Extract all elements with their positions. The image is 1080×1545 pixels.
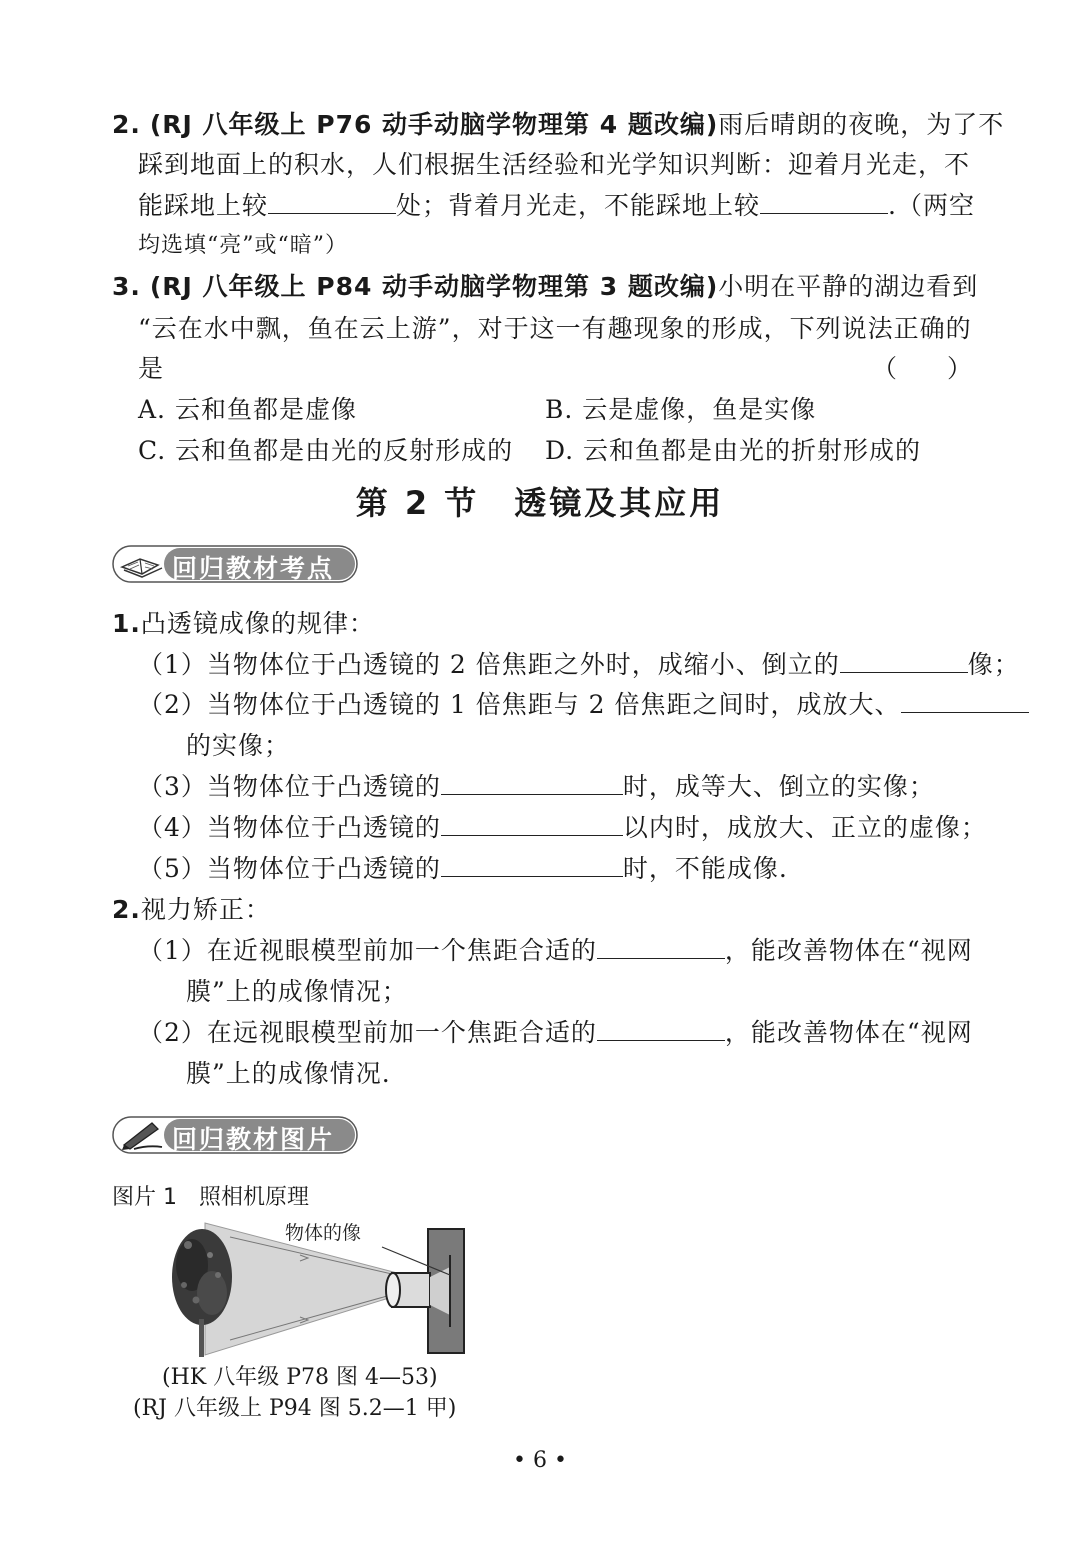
answer-blank[interactable] [268, 191, 396, 214]
kp1-item2-cont: 的实像； [186, 731, 291, 760]
image-label: 物体的像 [285, 1222, 362, 1244]
figure-title: 图片 1 照相机原理 [112, 1185, 309, 1210]
kp1-number: 1. [112, 609, 141, 638]
kp1-item2 [138, 688, 1029, 722]
kp1-item5-a: （5）当物体位于凸透镜的 [138, 854, 441, 883]
q2-line1 [112, 108, 1004, 142]
kp2-item2-cont: 膜”上的成像情况. [186, 1059, 391, 1088]
answer-blank[interactable] [441, 772, 623, 795]
kp1-item4-a: （4）当物体位于凸透镜的 [138, 813, 441, 842]
kp1-item5 [138, 852, 788, 886]
kp1-item3 [138, 770, 935, 804]
kp2-item1 [138, 934, 973, 968]
option-a[interactable]: A. 云和鱼都是虚像 [138, 395, 357, 424]
kp1-item2-a: （2）当物体位于凸透镜的 1 倍焦距与 2 倍焦距之间时，成放大、 [138, 690, 901, 719]
q3-line1 [112, 270, 978, 304]
q2-number: 2. [112, 110, 141, 139]
answer-blank[interactable] [597, 1018, 725, 1041]
camera-principle-figure [160, 1215, 480, 1365]
banner-label: 回归教材图片 [172, 1125, 335, 1154]
q2-line3-b: 处；背着月光走，不能踩地上较 [396, 191, 761, 220]
kp1-item4-b: 以内时，成放大、正立的虚像； [622, 813, 987, 842]
option-c[interactable]: C. 云和鱼都是由光的反射形成的 [138, 436, 514, 465]
kp2-item2-b: ，能改善物体在“视网 [724, 1018, 973, 1047]
q2-line1-text: 雨后晴朗的夜晚，为了不 [718, 110, 1005, 139]
kp1-title-text: 凸透镜成像的规律： [140, 609, 375, 638]
kp1-item5-b: 时，不能成像. [622, 854, 788, 883]
option-d[interactable]: D. 云和鱼都是由光的折射形成的 [545, 436, 922, 465]
kp2-number: 2. [112, 895, 141, 924]
kp2-item1-cont: 膜”上的成像情况； [186, 977, 408, 1006]
q3-line2: “云在水中飘，鱼在云上游”，对于这一有趣现象的形成，下列说法正确的 [138, 314, 972, 343]
camera-icon [386, 1229, 464, 1353]
answer-blank[interactable] [901, 690, 1029, 713]
q2-line3-a: 能踩地上较 [138, 191, 269, 220]
kp2-item1-b: ，能改善物体在“视网 [724, 936, 973, 965]
pen-icon [118, 1119, 166, 1151]
banner-textbook-figures [112, 1116, 358, 1154]
kp1-item1 [138, 648, 1020, 682]
answer-paren[interactable]: （ ） [872, 354, 973, 383]
banner-textbook-points [112, 545, 358, 583]
answer-blank[interactable] [760, 191, 888, 214]
kp1-item3-a: （3）当物体位于凸透镜的 [138, 772, 441, 801]
banner-label: 回归教材考点 [172, 554, 335, 583]
figure-caption-rj: (RJ 八年级上 P94 图 5.2—1 甲) [133, 1396, 457, 1421]
option-b[interactable]: B. 云是虚像，鱼是实像 [545, 395, 817, 424]
answer-blank[interactable] [840, 650, 968, 673]
kp2-item2-a: （2）在远视眼模型前加一个焦距合适的 [138, 1018, 597, 1047]
q2-line4: 均选填“亮”或“暗”） [138, 233, 348, 258]
q2-line2: 踩到地面上的积水，人们根据生活经验和光学知识判断：迎着月光走，不 [138, 150, 971, 179]
kp2-title-text: 视力矫正： [140, 895, 271, 924]
q3-source: (RJ 八年级上 P84 动手动脑学物理第 3 题改编) [149, 272, 719, 301]
book-icon [118, 549, 166, 579]
kp1-item4 [138, 811, 987, 845]
q3-line3: 是 [138, 354, 165, 383]
kp2-item1-a: （1）在近视眼模型前加一个焦距合适的 [138, 936, 597, 965]
answer-blank[interactable] [597, 936, 725, 959]
kp1-item3-b: 时，成等大、倒立的实像； [622, 772, 935, 801]
answer-blank[interactable] [441, 813, 623, 836]
kp1-title [112, 607, 375, 641]
q2-source: (RJ 八年级上 P76 动手动脑学物理第 4 题改编) [149, 110, 719, 139]
answer-blank[interactable] [441, 854, 623, 877]
section-title: 第 2 节 透镜及其应用 [355, 484, 725, 522]
q3-number: 3. [112, 272, 141, 301]
kp2-item2 [138, 1016, 973, 1050]
kp2-title [112, 893, 271, 927]
q2-line3 [138, 189, 975, 223]
kp1-item1-a: （1）当物体位于凸透镜的 2 倍焦距之外时，成缩小、倒立的 [138, 650, 840, 679]
page-number: • 6 • [513, 1448, 567, 1473]
figure-caption-hk: (HK 八年级 P78 图 4—53) [162, 1365, 438, 1390]
q2-line3-c: .（两空 [888, 191, 975, 220]
kp1-item1-b: 像； [967, 650, 1020, 679]
q3-line1-text: 小明在平静的湖边看到 [718, 272, 979, 301]
